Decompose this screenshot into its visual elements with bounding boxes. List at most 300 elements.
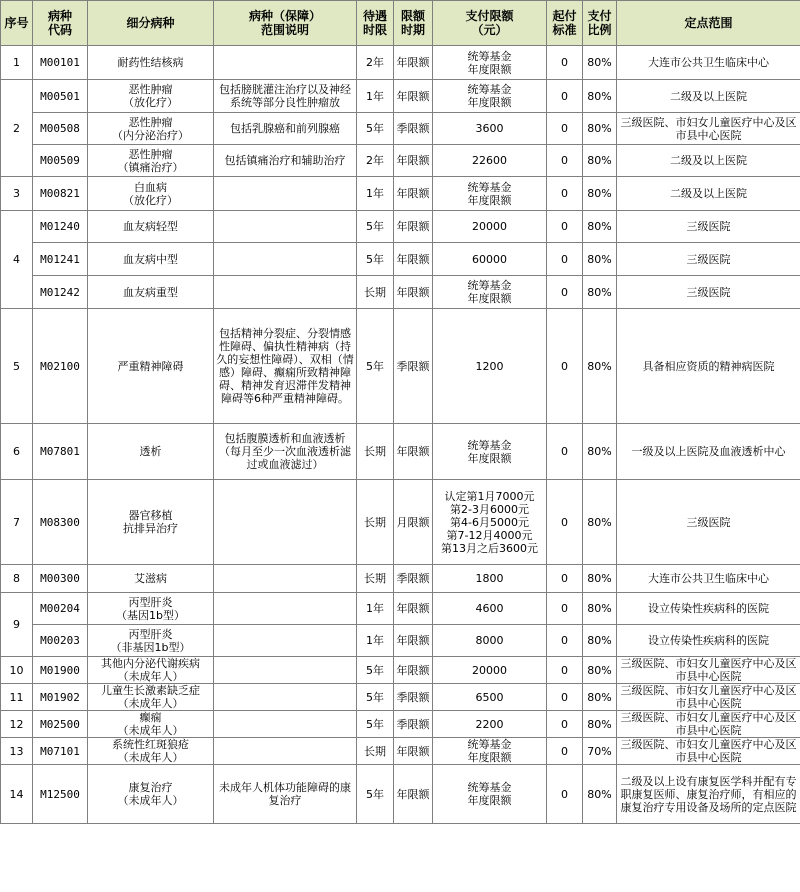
cell-pay-ratio-text: 80% [587,717,612,731]
cell-duration [357,46,394,80]
cell-limit-period-text: 年限额 [396,634,430,647]
cell-seq-text: 11 [9,690,24,704]
cell-seq [1,80,33,177]
header-scope-desc: 病种（保障） 范围说明 [214,1,357,46]
cell-pay-limit [433,113,547,145]
cell-duration-text: 5年 [366,663,384,677]
cell-duration-text: 5年 [366,787,384,801]
cell-duration [357,657,394,684]
cell-subtype-text: 康复治疗 （未成年人） [117,781,184,807]
cell-seq [1,211,33,309]
cell-pay-ratio-text: 80% [587,445,612,458]
table-row [1,113,800,145]
cell-code [33,711,88,738]
cell-pay-limit [433,625,547,657]
cell-duration-text: 5年 [366,690,384,704]
cell-deductible-text: 0 [561,602,568,615]
cell-seq [1,593,33,657]
cell-designated-scope [617,177,800,211]
cell-pay-limit [433,765,547,824]
cell-duration-text: 长期 [364,572,386,585]
cell-pay-ratio [583,80,617,113]
cell-designated-scope [617,738,800,765]
table-row [1,80,800,113]
cell-designated-scope [617,765,800,824]
table-row [1,593,800,625]
cell-designated-scope-text: 三级医院、市妇女儿童医疗中心及区市县中心医院 [620,738,797,764]
cell-code-text: M02500 [40,717,80,731]
cell-pay-ratio [583,243,617,276]
cell-subtype-text: 儿童生长激素缺乏症 （未成年人） [101,684,200,710]
cell-subtype-text: 艾滋病 [134,572,167,585]
cell-pay-ratio [583,177,617,211]
cell-deductible-text: 0 [561,154,568,167]
cell-pay-ratio-text: 80% [587,285,612,299]
cell-code-text: M07101 [40,744,80,758]
cell-duration-text: 5年 [366,122,384,135]
header-duration: 待遇 时限 [357,1,394,46]
cell-pay-ratio-text: 80% [587,602,612,615]
cell-deductible [547,211,583,243]
cell-pay-ratio-text: 80% [587,787,612,801]
cell-duration-text: 1年 [366,634,384,647]
cell-pay-ratio-text: 80% [587,154,612,167]
cell-pay-ratio-text: 80% [587,359,612,373]
cell-duration-text: 长期 [364,744,386,758]
cell-limit-period [394,113,433,145]
cell-limit-period [394,309,433,424]
cell-pay-ratio [583,738,617,765]
cell-duration [357,80,394,113]
cell-scope-desc [214,593,357,625]
cell-seq [1,711,33,738]
cell-code [33,145,88,177]
cell-seq-text: 10 [9,663,24,677]
cell-duration-text: 长期 [364,445,386,458]
cell-designated-scope-text: 三级医院 [686,515,731,529]
cell-pay-limit-text: 20000 [472,663,507,677]
cell-seq [1,480,33,565]
cell-limit-period-text: 季限额 [396,572,430,585]
cell-designated-scope-text: 具备相应资质的精神病医院 [642,359,775,373]
cell-scope-desc [214,738,357,765]
cell-limit-period-text: 年限额 [396,220,430,233]
cell-designated-scope [617,424,800,480]
cell-scope-desc-text: 未成年人机体功能障碍的康复治疗 [219,781,351,807]
cell-code [33,243,88,276]
cell-pay-ratio [583,145,617,177]
cell-pay-limit-text: 6500 [475,690,504,704]
cell-limit-period-text: 年限额 [396,663,430,677]
cell-pay-ratio-text: 70% [587,744,612,758]
cell-designated-scope-text: 一级及以上医院及血液透析中心 [631,445,786,458]
cell-code-text: M12500 [40,787,80,801]
cell-pay-limit-text: 统筹基金 年度限额 [467,83,512,109]
cell-pay-limit [433,276,547,309]
cell-duration [357,309,394,424]
cell-duration [357,711,394,738]
header-pay-ratio: 支付 比例 [583,1,617,46]
cell-duration [357,211,394,243]
cell-designated-scope-text: 二级及以上医院 [670,187,747,200]
cell-pay-limit [433,80,547,113]
cell-deductible [547,113,583,145]
cell-pay-limit [433,738,547,765]
cell-code-text: M00508 [40,122,80,135]
cell-pay-ratio [583,593,617,625]
cell-seq [1,657,33,684]
cell-subtype-text: 器官移植 抗排异治疗 [123,509,178,535]
cell-pay-ratio-text: 80% [587,89,612,103]
cell-scope-desc-text: 包括腹膜透析和血液透析（每月至少一次血液透析滤过或血液滤过） [219,432,351,471]
cell-pay-limit [433,593,547,625]
cell-duration [357,113,394,145]
cell-duration-text: 1年 [366,602,384,615]
cell-code [33,276,88,309]
cell-subtype-text: 血友病中型 [123,252,178,266]
cell-pay-limit [433,684,547,711]
cell-code-text: M00501 [40,89,80,103]
cell-deductible [547,424,583,480]
cell-scope-desc [214,46,357,80]
cell-code-text: M00300 [40,572,80,585]
cell-pay-limit [433,46,547,80]
cell-limit-period-text: 季限额 [396,122,430,135]
header-seq: 序号 [1,1,33,46]
cell-duration [357,565,394,593]
cell-pay-limit-text: 统筹基金 年度限额 [467,781,512,807]
cell-scope-desc [214,424,357,480]
cell-limit-period [394,765,433,824]
cell-pay-limit [433,711,547,738]
cell-code-text: M07801 [40,445,80,458]
cell-deductible-text: 0 [561,787,568,801]
cell-pay-limit [433,243,547,276]
cell-scope-desc [214,711,357,738]
cell-designated-scope-text: 三级医院、市妇女儿童医疗中心及区市县中心医院 [620,657,797,683]
table-row [1,211,800,243]
cell-limit-period [394,424,433,480]
cell-designated-scope-text: 三级医院 [686,252,731,266]
table-row [1,424,800,480]
cell-subtype-text: 恶性肿瘤 （放化疗） [123,83,178,109]
cell-duration-text: 5年 [366,359,384,373]
cell-pay-limit-text: 60000 [472,252,507,266]
cell-limit-period-text: 年限额 [396,187,430,200]
cell-deductible [547,480,583,565]
cell-limit-period [394,177,433,211]
cell-pay-ratio-text: 80% [587,56,612,69]
table-header-row [1,1,800,46]
cell-scope-desc [214,243,357,276]
cell-limit-period-text: 年限额 [396,154,430,167]
cell-limit-period [394,80,433,113]
cell-designated-scope-text: 二级及以上设有康复医学科并配有专职康复医师、康复治疗师，有相应的康复治疗专用设备及场所的定点医院 [620,774,797,814]
cell-pay-ratio-text: 80% [587,220,612,233]
cell-deductible-text: 0 [561,89,568,103]
cell-subtype-text: 严重精神障碍 [117,359,184,373]
cell-deductible [547,145,583,177]
cell-subtype [88,424,214,480]
cell-code [33,625,88,657]
cell-limit-period-text: 季限额 [396,690,430,704]
cell-limit-period-text: 年限额 [396,252,430,266]
cell-designated-scope-text: 设立传染性疾病科的医院 [648,634,769,647]
cell-duration-text: 长期 [364,515,386,529]
cell-subtype [88,565,214,593]
cell-scope-desc [214,177,357,211]
header-designated-scope: 定点范围 [617,1,800,46]
cell-deductible [547,625,583,657]
cell-subtype-text: 恶性肿瘤 （内分泌治疗） [112,115,189,142]
cell-designated-scope [617,80,800,113]
cell-duration [357,625,394,657]
cell-subtype-text: 白血病 （放化疗） [123,180,178,207]
cell-designated-scope-text: 三级医院、市妇女儿童医疗中心及区市县中心医院 [620,684,797,710]
cell-seq [1,424,33,480]
cell-deductible [547,46,583,80]
cell-designated-scope-text: 大连市公共卫生临床中心 [648,56,769,69]
cell-scope-desc-text: 包括乳腺癌和前列腺癌 [230,122,340,135]
cell-deductible-text: 0 [561,572,568,585]
cell-limit-period [394,738,433,765]
cell-duration [357,145,394,177]
cell-duration-text: 1年 [366,187,384,200]
cell-scope-desc [214,565,357,593]
cell-deductible [547,565,583,593]
cell-duration-text: 5年 [366,252,384,266]
cell-pay-limit-text: 1800 [475,572,504,585]
cell-deductible-text: 0 [561,634,568,647]
cell-limit-period [394,565,433,593]
cell-subtype [88,145,214,177]
cell-limit-period-text: 年限额 [396,602,430,615]
cell-deductible-text: 0 [561,220,568,233]
cell-subtype [88,711,214,738]
cell-code-text: M01242 [40,285,80,299]
table-row [1,711,800,738]
cell-limit-period [394,480,433,565]
cell-code-text: M00204 [40,602,80,615]
cell-code [33,309,88,424]
cell-pay-ratio-text: 80% [587,690,612,704]
cell-code-text: M00509 [40,154,80,167]
cell-subtype [88,657,214,684]
cell-limit-period [394,593,433,625]
cell-subtype-text: 丙型肝炎 （基因1b型） [116,595,185,622]
cell-seq-text: 5 [13,359,20,373]
cell-pay-limit-text: 22600 [472,154,507,167]
cell-scope-desc [214,145,357,177]
cell-subtype-text: 丙型肝炎 （非基因1b型） [110,627,191,654]
cell-designated-scope [617,211,800,243]
cell-seq-text: 4 [13,253,20,266]
cell-pay-ratio [583,276,617,309]
cell-duration-text: 长期 [364,285,386,299]
cell-designated-scope-text: 大连市公共卫生临床中心 [648,572,769,585]
cell-pay-ratio-text: 80% [587,572,612,585]
cell-code-text: M00821 [40,187,80,200]
table-row [1,565,800,593]
cell-subtype [88,593,214,625]
cell-designated-scope-text: 三级医院 [686,220,731,233]
cell-pay-limit [433,177,547,211]
cell-designated-scope-text: 三级医院、市妇女儿童医疗中心及区市县中心医院 [620,711,797,737]
cell-deductible [547,765,583,824]
cell-deductible-text: 0 [561,663,568,677]
cell-limit-period-text: 年限额 [396,445,430,458]
cell-seq [1,177,33,211]
cell-code-text: M01240 [40,220,80,233]
cell-designated-scope [617,46,800,80]
cell-pay-ratio-text: 80% [587,122,612,135]
cell-duration [357,243,394,276]
cell-limit-period-text: 年限额 [396,56,430,69]
cell-deductible [547,243,583,276]
cell-pay-limit-text: 统筹基金 年度限额 [467,438,512,465]
cell-pay-ratio [583,565,617,593]
table-row [1,145,800,177]
cell-pay-ratio [583,657,617,684]
cell-pay-limit-text: 统筹基金 年度限额 [467,738,512,764]
cell-pay-limit [433,309,547,424]
cell-designated-scope [617,565,800,593]
cell-pay-limit-text: 1200 [475,359,504,373]
cell-code [33,80,88,113]
cell-pay-limit-text: 认定第1月7000元 第2-3月6000元 第4-6月5000元 第7-12月4000元 第13月之后3600元 [441,489,538,555]
cell-deductible [547,593,583,625]
cell-subtype-text: 耐药性结核病 [117,56,184,69]
cell-pay-ratio-text: 80% [587,252,612,266]
cell-deductible-text: 0 [561,717,568,731]
cell-pay-limit-text: 统筹基金 年度限额 [467,180,512,207]
cell-deductible-text: 0 [561,744,568,758]
cell-pay-ratio [583,424,617,480]
cell-seq-text: 9 [13,618,20,631]
cell-scope-desc [214,684,357,711]
cell-pay-ratio-text: 80% [587,515,612,529]
cell-seq-text: 1 [13,56,20,69]
cell-deductible-text: 0 [561,359,568,373]
cell-duration [357,684,394,711]
cell-deductible [547,738,583,765]
cell-pay-ratio [583,711,617,738]
cell-subtype [88,684,214,711]
cell-code-text: M01241 [40,252,80,266]
cell-code-text: M00203 [40,634,80,647]
cell-scope-desc [214,309,357,424]
cell-seq [1,765,33,824]
cell-designated-scope-text: 三级医院 [686,285,731,299]
cell-subtype [88,177,214,211]
cell-pay-limit-text: 3600 [475,122,504,135]
cell-subtype [88,243,214,276]
cell-seq [1,738,33,765]
cell-limit-period-text: 年限额 [396,89,430,103]
cell-seq-text: 2 [13,121,20,135]
cell-seq-text: 8 [13,572,20,585]
cell-subtype [88,46,214,80]
cell-duration [357,424,394,480]
cell-designated-scope-text: 二级及以上医院 [670,154,747,167]
cell-subtype-text: 癫痫 （未成年人） [117,711,184,737]
cell-designated-scope [617,276,800,309]
cell-limit-period [394,145,433,177]
cell-limit-period-text: 季限额 [396,717,430,731]
cell-deductible-text: 0 [561,122,568,135]
cell-designated-scope [617,684,800,711]
cell-code [33,113,88,145]
cell-code [33,565,88,593]
cell-subtype [88,738,214,765]
cell-subtype [88,276,214,309]
cell-duration [357,593,394,625]
cell-duration [357,177,394,211]
cell-pay-ratio [583,113,617,145]
cell-pay-ratio [583,211,617,243]
cell-limit-period [394,684,433,711]
cell-pay-ratio-text: 80% [587,187,612,200]
cell-code [33,480,88,565]
cell-limit-period [394,243,433,276]
cell-designated-scope-text: 二级及以上医院 [670,89,747,103]
cell-designated-scope [617,593,800,625]
cell-deductible [547,684,583,711]
table-row [1,276,800,309]
table-row [1,765,800,824]
cell-pay-ratio [583,46,617,80]
cell-limit-period-text: 年限额 [396,744,430,758]
cell-seq [1,46,33,80]
cell-pay-limit-text: 统筹基金 年度限额 [467,279,512,305]
header-pay-limit: 支付限额 （元） [433,1,547,46]
cell-subtype-text: 透析 [139,445,162,458]
cell-pay-ratio-text: 80% [587,634,612,647]
cell-subtype-text: 血友病轻型 [123,220,178,233]
cell-code-text: M01900 [40,663,80,677]
cell-pay-limit [433,480,547,565]
table-row [1,177,800,211]
cell-duration-text: 1年 [366,89,384,103]
cell-limit-period-text: 月限额 [396,515,430,529]
cell-pay-ratio [583,480,617,565]
cell-subtype [88,765,214,824]
cell-pay-ratio [583,765,617,824]
cell-seq-text: 13 [9,744,24,758]
cell-scope-desc [214,276,357,309]
cell-scope-desc [214,480,357,565]
cell-code [33,765,88,824]
cell-duration [357,765,394,824]
cell-subtype [88,625,214,657]
cell-deductible [547,177,583,211]
cell-pay-limit [433,657,547,684]
cell-duration-text: 5年 [366,220,384,233]
header-subtype: 细分病种 [88,1,214,46]
table-row [1,684,800,711]
cell-limit-period [394,711,433,738]
cell-seq [1,309,33,424]
cell-pay-ratio [583,309,617,424]
cell-deductible-text: 0 [561,285,568,299]
cell-code-text: M08300 [40,515,80,529]
cell-pay-ratio [583,684,617,711]
cell-designated-scope [617,309,800,424]
table-row [1,657,800,684]
cell-seq [1,684,33,711]
cell-seq-text: 7 [13,515,20,529]
cell-deductible [547,276,583,309]
